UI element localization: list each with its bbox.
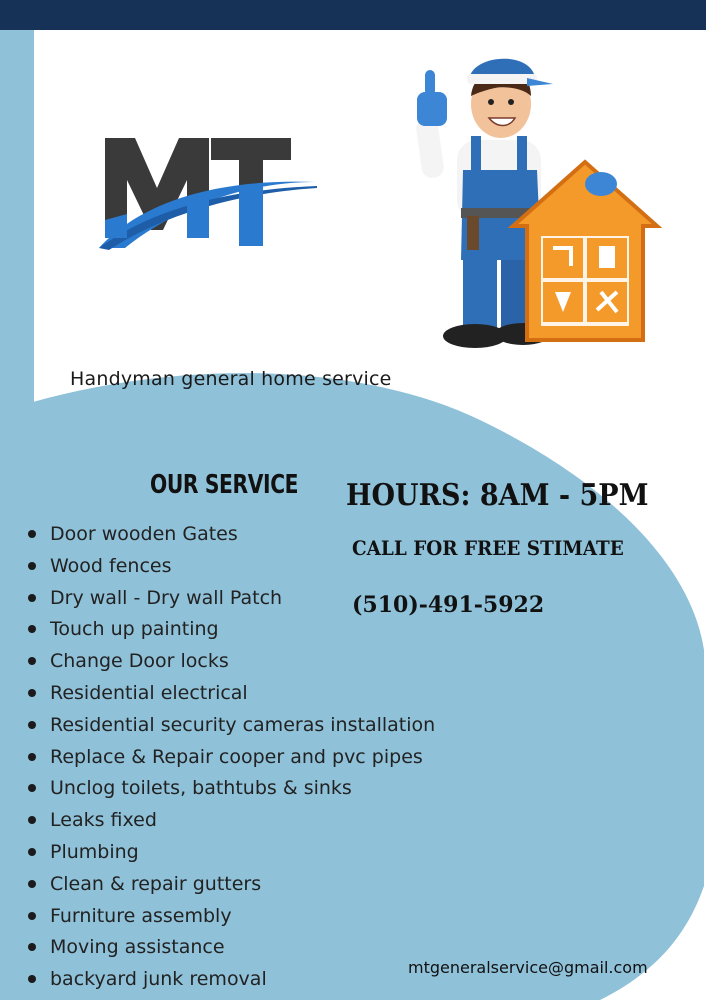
phone-number[interactable]: (510)-491-5922 bbox=[352, 592, 545, 618]
bullet-icon bbox=[28, 912, 36, 920]
email-address[interactable]: mtgeneralservice@gmail.com bbox=[408, 958, 648, 977]
service-item bbox=[28, 743, 435, 775]
service-item bbox=[28, 711, 435, 743]
service-item bbox=[28, 838, 435, 870]
service-item-label: Touch up painting bbox=[50, 618, 219, 641]
service-item bbox=[28, 965, 435, 997]
service-item-label: Leaks fixed bbox=[50, 809, 157, 832]
bullet-icon bbox=[28, 784, 36, 792]
bullet-icon bbox=[28, 689, 36, 697]
service-item bbox=[28, 615, 435, 647]
service-item-label: backyard junk removal bbox=[50, 968, 267, 991]
bullet-icon bbox=[28, 721, 36, 729]
bullet-icon bbox=[28, 880, 36, 888]
bullet-icon bbox=[28, 816, 36, 824]
service-item bbox=[28, 679, 435, 711]
bullet-icon bbox=[28, 943, 36, 951]
service-item-label: Residential electrical bbox=[50, 681, 248, 704]
service-item-label: Clean & repair gutters bbox=[50, 872, 262, 895]
service-heading: OUR SERVICE bbox=[150, 470, 299, 500]
service-item-label: Change Door locks bbox=[50, 650, 229, 673]
bullet-icon bbox=[28, 562, 36, 570]
service-item bbox=[28, 902, 435, 934]
service-item-label: Door wooden Gates bbox=[50, 523, 238, 545]
service-item-label: Unclog toilets, bathtubs & sinks bbox=[50, 777, 352, 800]
tagline: Handyman general home service bbox=[70, 368, 392, 390]
service-item-label: Replace & Repair cooper and pvc pipes bbox=[50, 745, 423, 768]
service-item bbox=[28, 870, 435, 902]
bullet-icon bbox=[28, 530, 36, 538]
service-item bbox=[28, 774, 435, 806]
service-item bbox=[28, 933, 435, 965]
service-item-label: Plumbing bbox=[50, 840, 139, 863]
bullet-icon bbox=[28, 753, 36, 761]
bullet-icon bbox=[28, 594, 36, 602]
service-item-label: Residential security cameras installation bbox=[50, 713, 436, 736]
service-item-label: Moving assistance bbox=[50, 936, 225, 959]
bullet-icon bbox=[28, 848, 36, 856]
handyman-mascot-icon bbox=[405, 40, 665, 360]
bullet-icon bbox=[28, 625, 36, 633]
service-item-label: Wood fences bbox=[50, 554, 172, 577]
call-for-estimate: CALL FOR FREE STIMATE bbox=[352, 536, 624, 560]
bullet-icon bbox=[28, 657, 36, 665]
mt-logo-icon bbox=[95, 118, 325, 258]
service-item-label: Furniture assembly bbox=[50, 904, 232, 927]
service-item bbox=[28, 647, 435, 679]
business-hours: HOURS: 8AM - 5PM bbox=[346, 478, 649, 513]
bullet-icon bbox=[28, 975, 36, 983]
service-item-label: Dry wall - Dry wall Patch bbox=[50, 586, 283, 609]
service-item bbox=[28, 806, 435, 838]
